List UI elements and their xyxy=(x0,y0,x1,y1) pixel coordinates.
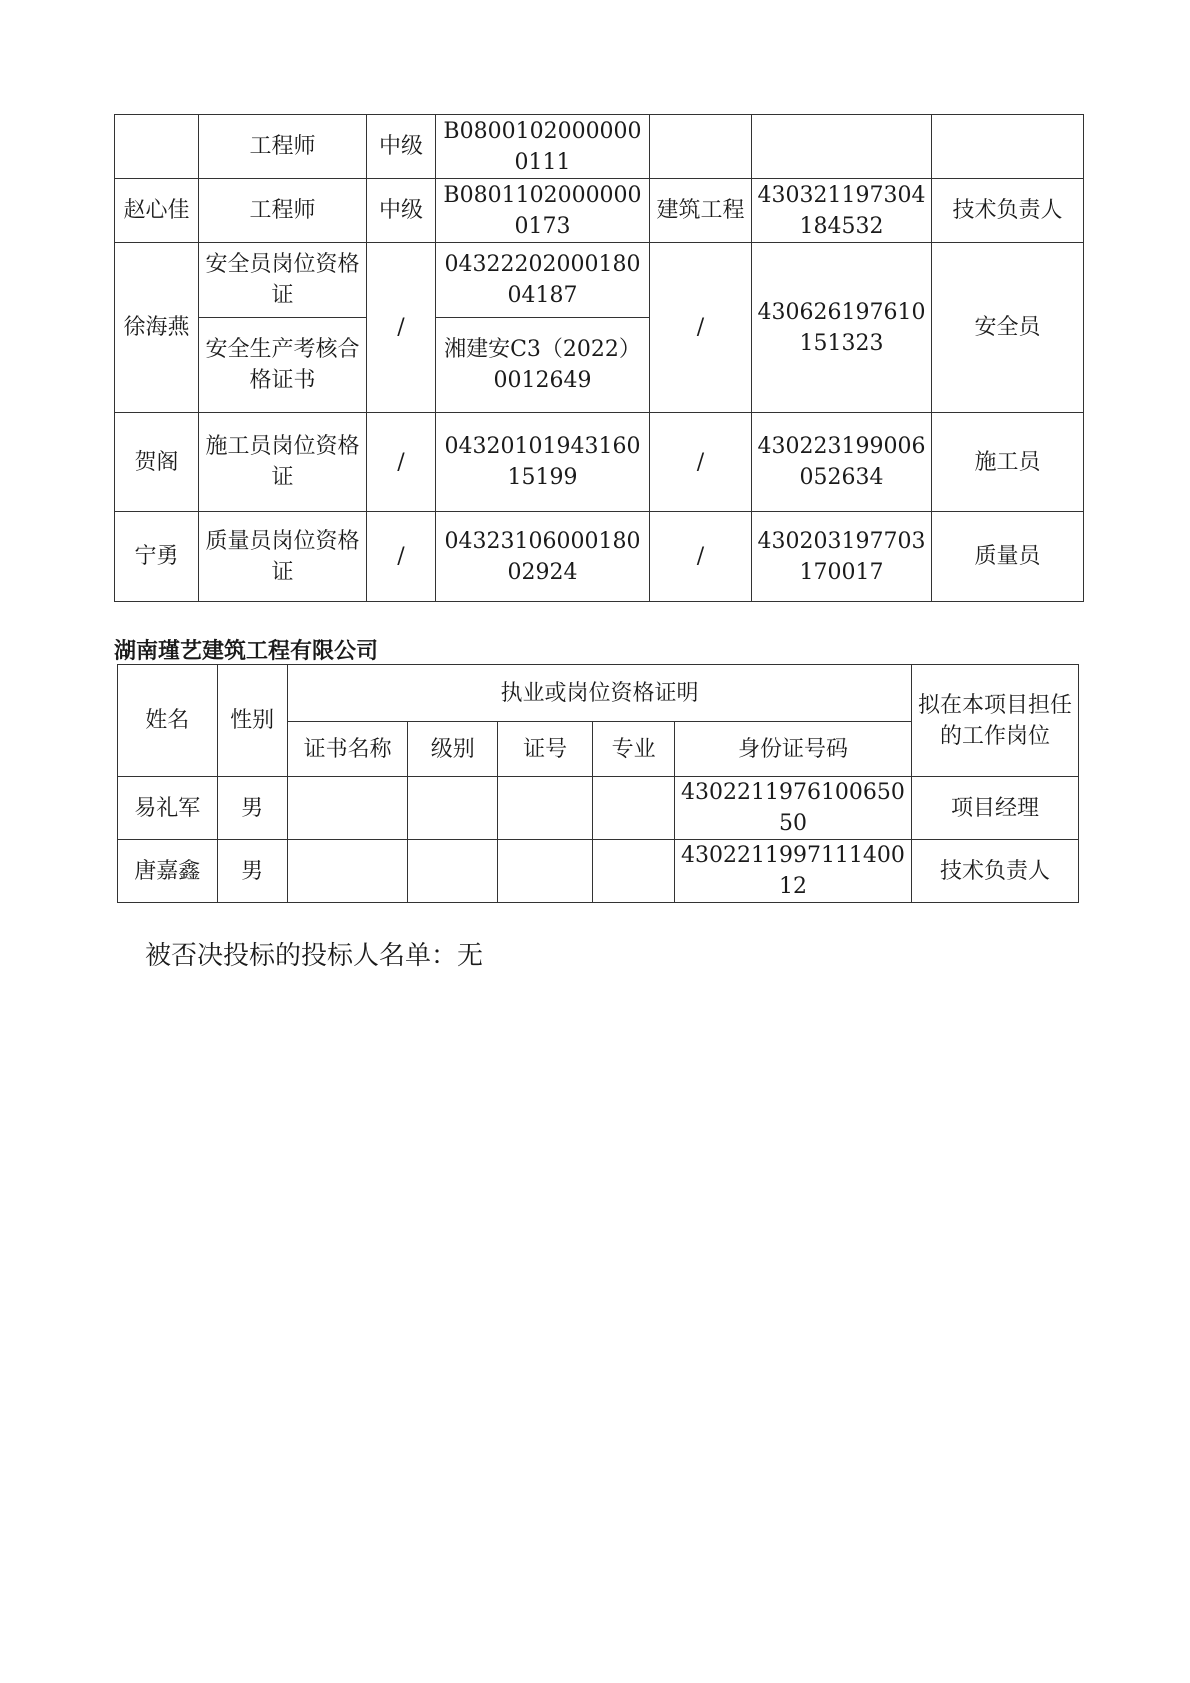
table-row xyxy=(115,179,1084,243)
header-specialty: 专业 xyxy=(593,722,674,777)
role-cell: 技术负责人 xyxy=(912,840,1079,903)
header-gender: 性别 xyxy=(217,665,287,777)
level-cell: 中级 xyxy=(367,179,436,243)
header-id: 身份证号码 xyxy=(674,722,911,777)
level-cell: / xyxy=(367,243,436,413)
cert-no-cell xyxy=(497,777,592,840)
table-row xyxy=(118,840,1079,903)
id-cell xyxy=(752,115,932,179)
header-cert-no: 证号 xyxy=(497,722,592,777)
table-row xyxy=(118,777,1079,840)
cert-no-cell: 0432010194316015199 xyxy=(436,413,650,512)
company-name: 湖南瑾艺建筑工程有限公司 xyxy=(114,639,379,664)
header-level: 级别 xyxy=(408,722,497,777)
header-name: 姓名 xyxy=(118,665,218,777)
specialty-cell: / xyxy=(650,243,752,413)
id-cell: 430223199006052634 xyxy=(752,413,932,512)
name-cell: 易礼军 xyxy=(118,777,218,840)
role-cell: 质量员 xyxy=(932,512,1084,602)
cert-no-cell: 0432310600018002924 xyxy=(436,512,650,602)
cert-cell: 安全员岗位资格证 xyxy=(199,243,367,318)
id-cell: 430321197304184532 xyxy=(752,179,932,243)
header-cert-group: 执业或岗位资格证明 xyxy=(287,665,911,722)
name-cell: 徐海燕 xyxy=(115,243,199,413)
name-cell: 唐嘉鑫 xyxy=(118,840,218,903)
name-cell: 贺阁 xyxy=(115,413,199,512)
cert-cell: 安全生产考核合格证书 xyxy=(199,318,367,413)
table-row xyxy=(115,243,1084,318)
specialty-cell: / xyxy=(650,512,752,602)
table-row xyxy=(115,512,1084,602)
id-cell: 430626197610151323 xyxy=(752,243,932,413)
id-cell: 430221199711140012 xyxy=(674,840,911,903)
specialty-cell xyxy=(593,840,674,903)
table-row xyxy=(115,413,1084,512)
gender-cell: 男 xyxy=(217,777,287,840)
cert-no-cell xyxy=(497,840,592,903)
level-cell xyxy=(408,777,497,840)
specialty-cell xyxy=(650,115,752,179)
cert-no-cell: 湘建安C3（2022）0012649 xyxy=(436,318,650,413)
id-cell: 430221197610065050 xyxy=(674,777,911,840)
personnel-table-1 xyxy=(114,114,1084,602)
id-cell: 430203197703170017 xyxy=(752,512,932,602)
table-row xyxy=(115,115,1084,179)
role-cell: 安全员 xyxy=(932,243,1084,413)
role-cell: 技术负责人 xyxy=(932,179,1084,243)
cert-name-cell xyxy=(287,777,408,840)
level-cell: / xyxy=(367,413,436,512)
role-cell xyxy=(932,115,1084,179)
name-cell xyxy=(115,115,199,179)
header-role: 拟在本项目担任的工作岗位 xyxy=(912,665,1079,777)
title-cell: 工程师 xyxy=(199,115,367,179)
rejected-bidders-line: 被否决投标的投标人名单：无 xyxy=(145,941,484,971)
gender-cell: 男 xyxy=(217,840,287,903)
role-cell: 施工员 xyxy=(932,413,1084,512)
personnel-table-2 xyxy=(117,664,1079,903)
header-cert-name: 证书名称 xyxy=(287,722,408,777)
name-cell: 赵心佳 xyxy=(115,179,199,243)
cert-no-cell: B08001020000000111 xyxy=(436,115,650,179)
cert-no-cell: 0432220200018004187 xyxy=(436,243,650,318)
cert-cell: 质量员岗位资格证 xyxy=(199,512,367,602)
cert-name-cell xyxy=(287,840,408,903)
cert-no-cell: B08011020000000173 xyxy=(436,179,650,243)
specialty-cell: / xyxy=(650,413,752,512)
header-row xyxy=(118,665,1079,722)
specialty-cell: 建筑工程 xyxy=(650,179,752,243)
level-cell xyxy=(408,840,497,903)
title-cell: 工程师 xyxy=(199,179,367,243)
name-cell: 宁勇 xyxy=(115,512,199,602)
role-cell: 项目经理 xyxy=(912,777,1079,840)
level-cell: 中级 xyxy=(367,115,436,179)
level-cell: / xyxy=(367,512,436,602)
cert-cell: 施工员岗位资格证 xyxy=(199,413,367,512)
specialty-cell xyxy=(593,777,674,840)
